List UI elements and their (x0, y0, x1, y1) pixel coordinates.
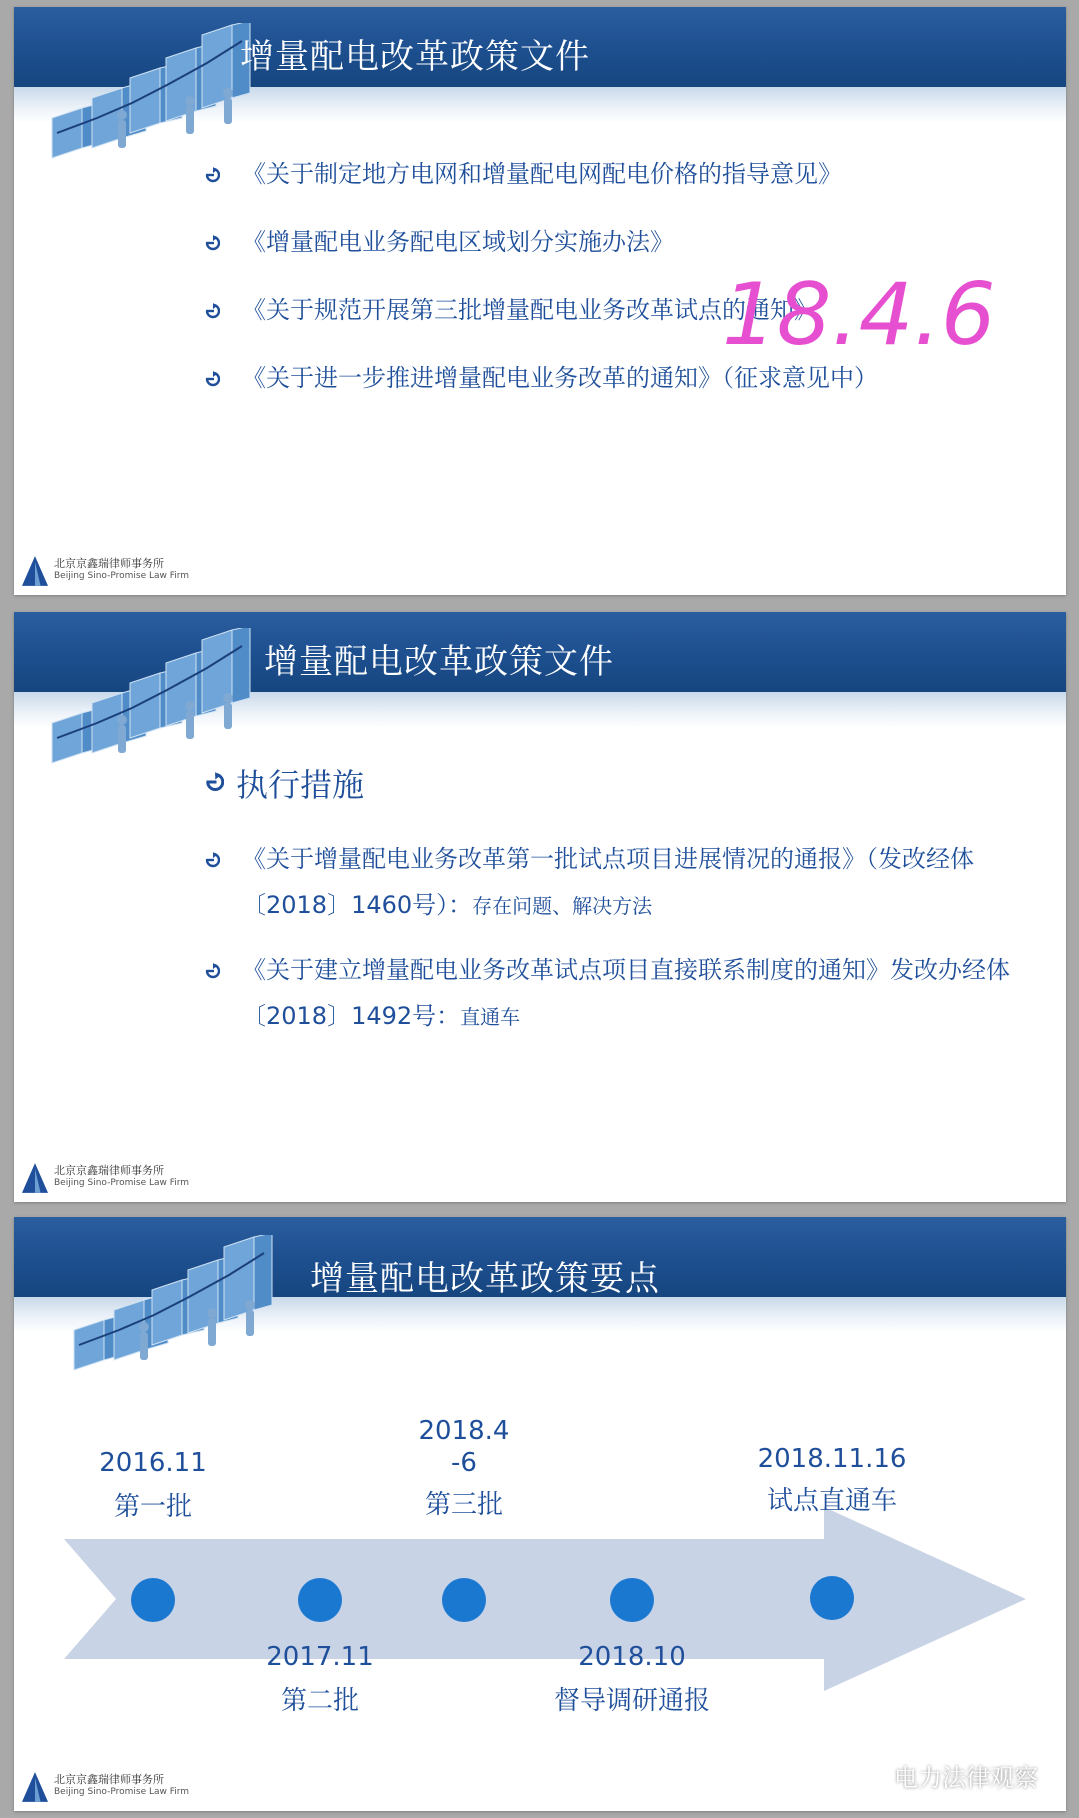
event-label: 第一批 (113, 1492, 192, 1522)
measure-title: 《关于建立增量配电业务改革试点项目直接联系制度的通知》发改办经体〔2018〕1492号： (242, 956, 1010, 1030)
event-date-line1: 2018.4 (418, 1416, 510, 1446)
timeline-dot-2017-11 (298, 1578, 342, 1622)
handwritten-date-annotation (722, 259, 1002, 369)
policy-title: 《关于进一步推进增量配电业务改革的通知》（征求意见中） (242, 364, 878, 392)
timeline-dot-2016-11 (131, 1578, 175, 1622)
event-label: 第三批 (424, 1490, 503, 1520)
policy-title: 《关于规范开展第三批增量配电业务改革试点的通知》 (242, 296, 818, 324)
timeline-event (537, 1639, 727, 1719)
slide-title: 增量配电改革政策文件 (240, 37, 590, 77)
law-firm-logo (22, 553, 190, 589)
firm-name-en: Beijing Sino-Promise Law Firm (54, 1178, 190, 1188)
firm-logo-icon (22, 1771, 48, 1803)
event-date: 2016.11 (99, 1448, 207, 1478)
timeline-dot-2018-10 (610, 1578, 654, 1622)
handwritten-date: 18.4.6 (722, 265, 996, 365)
slide-title: 增量配电改革政策要点 (310, 1259, 660, 1299)
firm-name-en: Beijing Sino-Promise Law Firm (54, 571, 190, 581)
firm-name-cn: 北京京鑫瑞律师事务所 (54, 1164, 164, 1177)
arrow-bullet-icon (204, 371, 220, 387)
firm-name-cn: 北京京鑫瑞律师事务所 (54, 557, 164, 570)
slide-implementation-measures (14, 612, 1066, 1202)
firm-name-cn: 北京京鑫瑞律师事务所 (54, 1773, 164, 1786)
measure-note: 存在问题、解决方法 (472, 894, 653, 918)
measure-title: 《关于增量配电业务改革第一批试点项目进展情况的通报》（发改经体〔2018〕1460号）： (242, 845, 974, 919)
arrow-bullet-icon (204, 772, 224, 792)
wechat-watermark (854, 1758, 1038, 1793)
arrow-bullet-icon (204, 235, 220, 251)
section-heading-text: 执行措施 (236, 766, 365, 804)
arrow-bullet-icon (204, 963, 220, 979)
slide-policy-documents (14, 7, 1066, 595)
event-date: 2018.11.16 (757, 1444, 907, 1474)
timeline-event (235, 1639, 405, 1719)
event-date-line2: -6 (451, 1448, 477, 1478)
measure-item (204, 836, 1036, 929)
slide-title: 增量配电改革政策文件 (264, 642, 614, 682)
law-firm-logo (22, 1769, 190, 1805)
event-date: 2018.10 (578, 1642, 686, 1672)
bar-chart-people-illustration (42, 628, 272, 778)
firm-name-en: Beijing Sino-Promise Law Firm (54, 1787, 190, 1797)
policy-title: 《关于制定地方电网和增量配电网配电价格的指导意见》 (242, 160, 842, 188)
measure-note: 直通车 (460, 1005, 521, 1029)
arrow-bullet-icon (204, 167, 220, 183)
watermark-text: 电力法律观察 (894, 1764, 1038, 1792)
arrow-bullet-icon (204, 852, 220, 868)
timeline-dot-2018-11-16 (810, 1576, 854, 1620)
law-firm-logo (22, 1160, 190, 1196)
bar-chart-people-illustration (64, 1235, 294, 1385)
timeline-event (68, 1445, 238, 1525)
policy-title: 《增量配电业务配电区域划分实施办法》 (242, 228, 674, 256)
timeline-event (732, 1441, 932, 1519)
timeline-event (379, 1413, 549, 1523)
arrow-bullet-icon (204, 303, 220, 319)
section-heading (204, 760, 364, 806)
firm-logo-icon (22, 1162, 48, 1194)
timeline-dot-2018-4 (442, 1578, 486, 1622)
event-label: 第二批 (280, 1686, 359, 1716)
event-date: 2017.11 (266, 1642, 374, 1672)
wechat-icon (854, 1762, 888, 1790)
event-label: 督导调研通报 (553, 1686, 710, 1716)
policy-item (204, 151, 1036, 197)
event-label: 试点直通车 (766, 1486, 897, 1516)
slide-policy-timeline (14, 1217, 1066, 1811)
firm-logo-icon (22, 555, 48, 587)
measure-item (204, 947, 1036, 1040)
measure-list (204, 836, 1036, 1040)
